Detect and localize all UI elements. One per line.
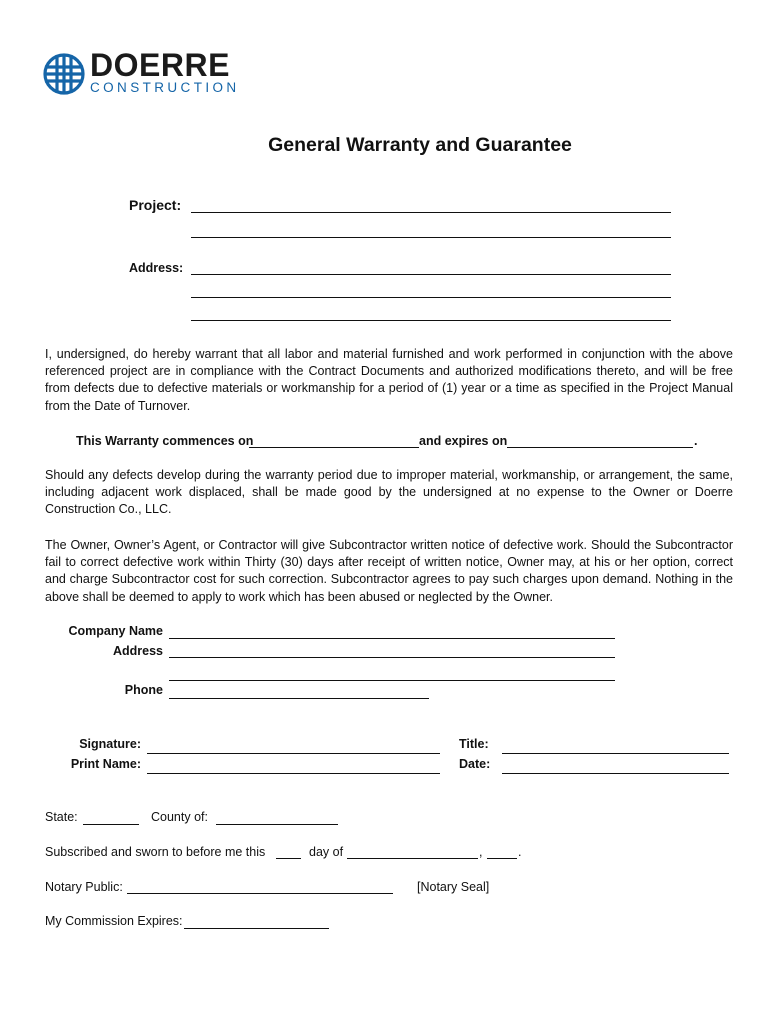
date-field[interactable] bbox=[502, 773, 729, 774]
county-field[interactable] bbox=[216, 824, 338, 825]
address-field-line-2[interactable] bbox=[191, 297, 671, 298]
defects-paragraph: Should any defects develop during the warranty period due to improper material, workmanship, or arrangement, the same, including adjacent work displaced, shall be made good by the undersigned at no expense to the Owner or Doerre Construction Co., LLC. bbox=[45, 468, 733, 517]
address-field-line-1[interactable] bbox=[191, 274, 671, 275]
expire-date-field[interactable] bbox=[507, 447, 693, 448]
sworn-year-field[interactable] bbox=[487, 858, 517, 859]
date-label: Date: bbox=[459, 757, 491, 771]
project-label: Project: bbox=[129, 197, 182, 213]
date-end-punct: . bbox=[694, 434, 698, 448]
globe-grid-icon bbox=[42, 52, 86, 96]
company-name-label: Company Name bbox=[68, 624, 163, 638]
title-label: Title: bbox=[459, 737, 489, 751]
notary-seal-label: [Notary Seal] bbox=[417, 880, 490, 894]
day-of-label: day of bbox=[309, 845, 344, 859]
address-field-line-3[interactable] bbox=[191, 320, 671, 321]
signature-field[interactable] bbox=[147, 753, 440, 754]
company-address-label: Address bbox=[112, 644, 163, 658]
brand-name: DOERRE bbox=[90, 47, 230, 83]
document-title: General Warranty and Guarantee bbox=[268, 134, 572, 156]
title-field[interactable] bbox=[502, 753, 729, 754]
phone-label: Phone bbox=[124, 683, 163, 697]
period-separator: . bbox=[518, 845, 522, 859]
expires-label: and expires on bbox=[419, 434, 508, 448]
notice-paragraph: The Owner, Owner’s Agent, or Contractor will give Subcontractor written notice of defective work. Should the Subcontractor fail to correct defective work within Thirty (30) days after receipt of written notice, Owner may, at his or her option, correct and charge Subcontractor cost for such correction. Subcontractor agrees to pay such charges upon demand. Nothing in the above shall be deemed to apply to work which has been abused or neglected by the Owner. bbox=[45, 538, 733, 604]
subscribed-label: Subscribed and sworn to before me this bbox=[45, 845, 266, 859]
project-field-line-1[interactable] bbox=[191, 212, 671, 213]
warranty-paragraph: I, undersigned, do hereby warrant that all labor and material furnished and work performed in conjunction with the above referenced project are in compliance with the Contract Documents and authorized modifications thereto, and will be free from defects due to defective materials or workmanship for a period of (1) year or a time as specified in the Project Manual from the Date of Turnover. bbox=[45, 347, 733, 413]
company-name-field[interactable] bbox=[169, 638, 615, 639]
sworn-day-field[interactable] bbox=[276, 858, 301, 859]
state-label: State: bbox=[45, 810, 78, 824]
comma-separator: , bbox=[479, 845, 483, 859]
sworn-month-field[interactable] bbox=[347, 858, 478, 859]
commission-expires-field[interactable] bbox=[184, 928, 329, 929]
commences-label: This Warranty commences on bbox=[76, 434, 254, 448]
notary-public-label: Notary Public: bbox=[45, 880, 123, 894]
signature-label: Signature: bbox=[79, 737, 141, 751]
commence-date-field[interactable] bbox=[249, 447, 419, 448]
commission-expires-label: My Commission Expires: bbox=[45, 914, 183, 928]
print-name-field[interactable] bbox=[147, 773, 440, 774]
project-field-line-2[interactable] bbox=[191, 237, 671, 238]
brand-subname: CONSTRUCTION bbox=[90, 80, 240, 95]
print-name-label: Print Name: bbox=[70, 757, 141, 771]
state-field[interactable] bbox=[83, 824, 139, 825]
address-label: Address: bbox=[129, 261, 184, 275]
county-label: County of: bbox=[151, 810, 208, 824]
company-address-field-1[interactable] bbox=[169, 657, 615, 658]
notary-public-field[interactable] bbox=[127, 893, 393, 894]
company-address-field-2[interactable] bbox=[169, 680, 615, 681]
phone-field[interactable] bbox=[169, 698, 429, 699]
